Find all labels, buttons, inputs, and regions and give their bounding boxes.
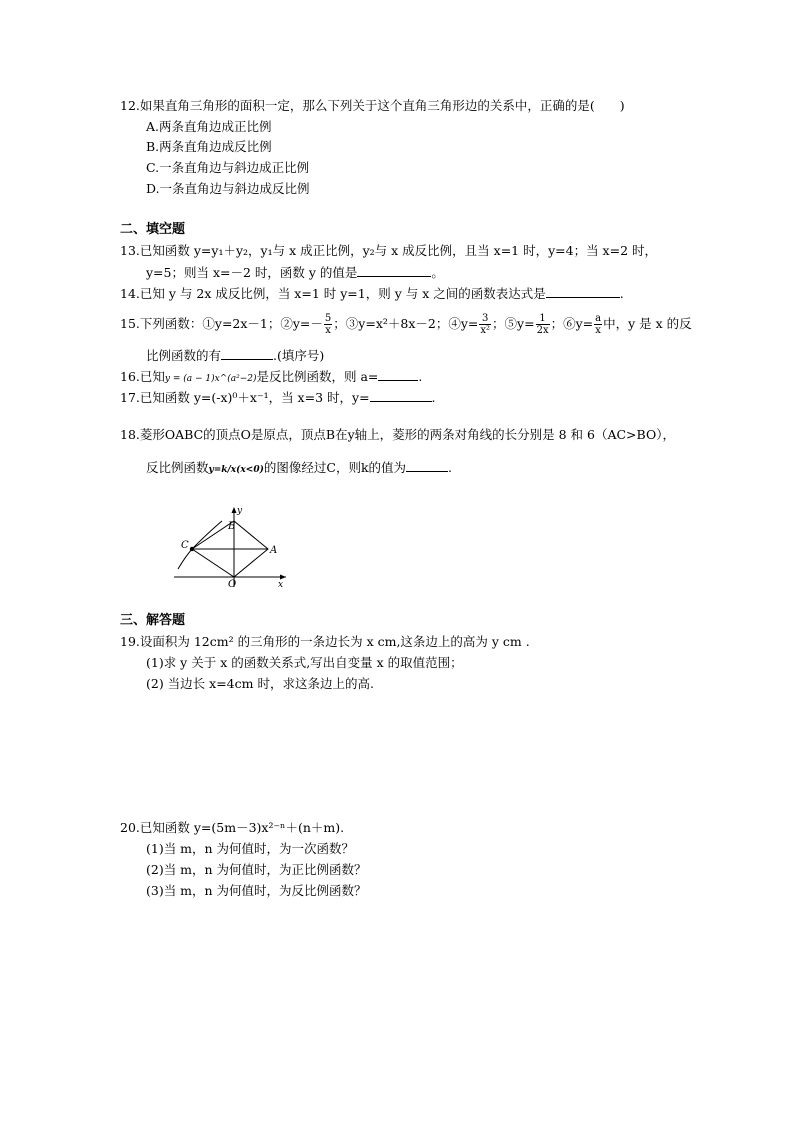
q20-stem: 20.已知函数 y=(5m－3)x²⁻ⁿ＋(n＋m). <box>120 820 345 835</box>
q13-line2 <box>146 264 444 281</box>
answer-blank <box>378 368 418 381</box>
q15-line1 <box>120 311 692 337</box>
label-o: O <box>228 579 237 588</box>
q13-line2-text: y=5；则当 x=－2 时，函数 y 的值是 <box>146 265 358 280</box>
q18-line2 <box>146 459 452 478</box>
denominator: 2x <box>536 325 549 336</box>
q19-sub2: (2) 当边长 x=4cm 时，求这条边上的高. <box>146 676 374 691</box>
q12-option-b: B.两条直角边成反比例 <box>146 139 272 154</box>
q16-pre: 16.已知 <box>120 369 165 384</box>
q12-option-a: A.两条直角边成正比例 <box>146 119 272 134</box>
q14-end: . <box>619 286 624 301</box>
label-c: C <box>181 540 189 551</box>
label-a: A <box>270 545 278 556</box>
fraction-1-over-2x <box>536 313 550 336</box>
q14-text: 14.已知 y 与 2x 成反比例，当 x=1 时 y=1，则 y 与 x 之间的函数表达式是 <box>120 286 546 301</box>
q19-sub1: (1)求 y 关于 x 的函数关系式,写出自变量 x 的取值范围； <box>146 655 463 670</box>
q13-line2-end: 。 <box>431 265 444 280</box>
q15-line2-text: 比例函数的有 <box>146 348 222 363</box>
section-title-solutions: 三、解答题 <box>120 613 186 628</box>
q18-formula: y=k/x(x<0) <box>208 465 264 475</box>
numerator: 1 <box>536 313 550 325</box>
answer-blank <box>370 389 432 402</box>
q17 <box>120 389 436 406</box>
label-b: B <box>228 521 236 532</box>
answer-blank <box>221 347 273 360</box>
numerator: 3 <box>479 313 491 325</box>
q12-option-d: D.一条直角边与斜边成反比例 <box>146 181 310 196</box>
q13-line1: 13.已知函数 y=y₁＋y₂，y₁与 x 成正比例，y₂与 x 成反比例，且当 x=1 时，y=4；当 x=2 时， <box>120 243 658 258</box>
q20-sub1: (1)当 m，n 为何值时，为一次函数？ <box>146 841 355 856</box>
answer-blank <box>406 459 448 472</box>
answer-blank <box>546 285 620 298</box>
q18-line2-mid: 的图像经过C，则k的值为 <box>263 460 407 475</box>
numerator: a <box>595 313 602 324</box>
label-y: y <box>237 506 243 516</box>
q20-sub3: (3)当 m，n 为何值时，为反比例函数？ <box>146 883 367 898</box>
point-c <box>190 547 194 551</box>
y-axis-arrow <box>232 507 237 513</box>
q17-text: 17.已知函数 y=(-x)⁰＋x⁻¹，当 x=3 时，y= <box>120 390 370 405</box>
numerator: 5 <box>324 313 332 324</box>
q16 <box>120 368 422 387</box>
section-title-fill-in: 二、填空题 <box>120 222 186 237</box>
q15-line2 <box>146 347 324 364</box>
rhombus-figure <box>170 503 290 588</box>
q15-part4: ；⑥y= <box>550 316 594 331</box>
q19-stem: 19.设面积为 12cm² 的三角形的一条边长为 x cm,这条边上的高为 y cm . <box>120 634 530 649</box>
denominator: x² <box>480 325 491 336</box>
q16-formula: y = (a − 1)x^(a²−2) <box>164 374 257 384</box>
q15-part5: 中，y 是 x 的反 <box>603 316 692 331</box>
q14 <box>120 285 624 302</box>
fraction-5-over-x <box>324 313 332 336</box>
q12-stem: 12.如果直角三角形的面积一定，那么下列关于这个直角三角形边的关系中，正确的是( ) <box>120 98 625 113</box>
q15-part3: ；⑤y= <box>492 316 535 331</box>
q15-part1: 15.下列函数：①y=2x－1；②y=－ <box>120 316 323 331</box>
q16-post: 是反比例函数，则 a= <box>256 369 379 384</box>
answer-blank <box>357 264 431 277</box>
fraction-3-over-x2 <box>479 313 491 336</box>
denominator: x <box>325 325 331 336</box>
denominator: x <box>595 325 601 336</box>
q17-end: . <box>431 390 436 405</box>
q18-line2-text: 反比例函数 <box>146 460 209 475</box>
label-x: x <box>278 580 284 588</box>
q15-part2: ；③y=x²＋8x－2；④y= <box>333 316 479 331</box>
q12-option-c: C.一条直角边与斜边成正比例 <box>146 160 310 175</box>
q16-end: . <box>418 369 423 384</box>
q18-end: . <box>448 460 452 475</box>
q20-sub2: (2)当 m，n 为何值时，为正比例函数？ <box>146 862 367 877</box>
fraction-a-over-x <box>594 313 602 336</box>
x-axis-arrow <box>280 575 286 580</box>
q15-line2-end: .(填序号) <box>273 348 325 363</box>
q18-line1: 18.菱形OABC的顶点O是原点，顶点B在y轴上，菱形的两条对角线的长分别是 8 和 6（AC>BO）， <box>120 427 675 442</box>
